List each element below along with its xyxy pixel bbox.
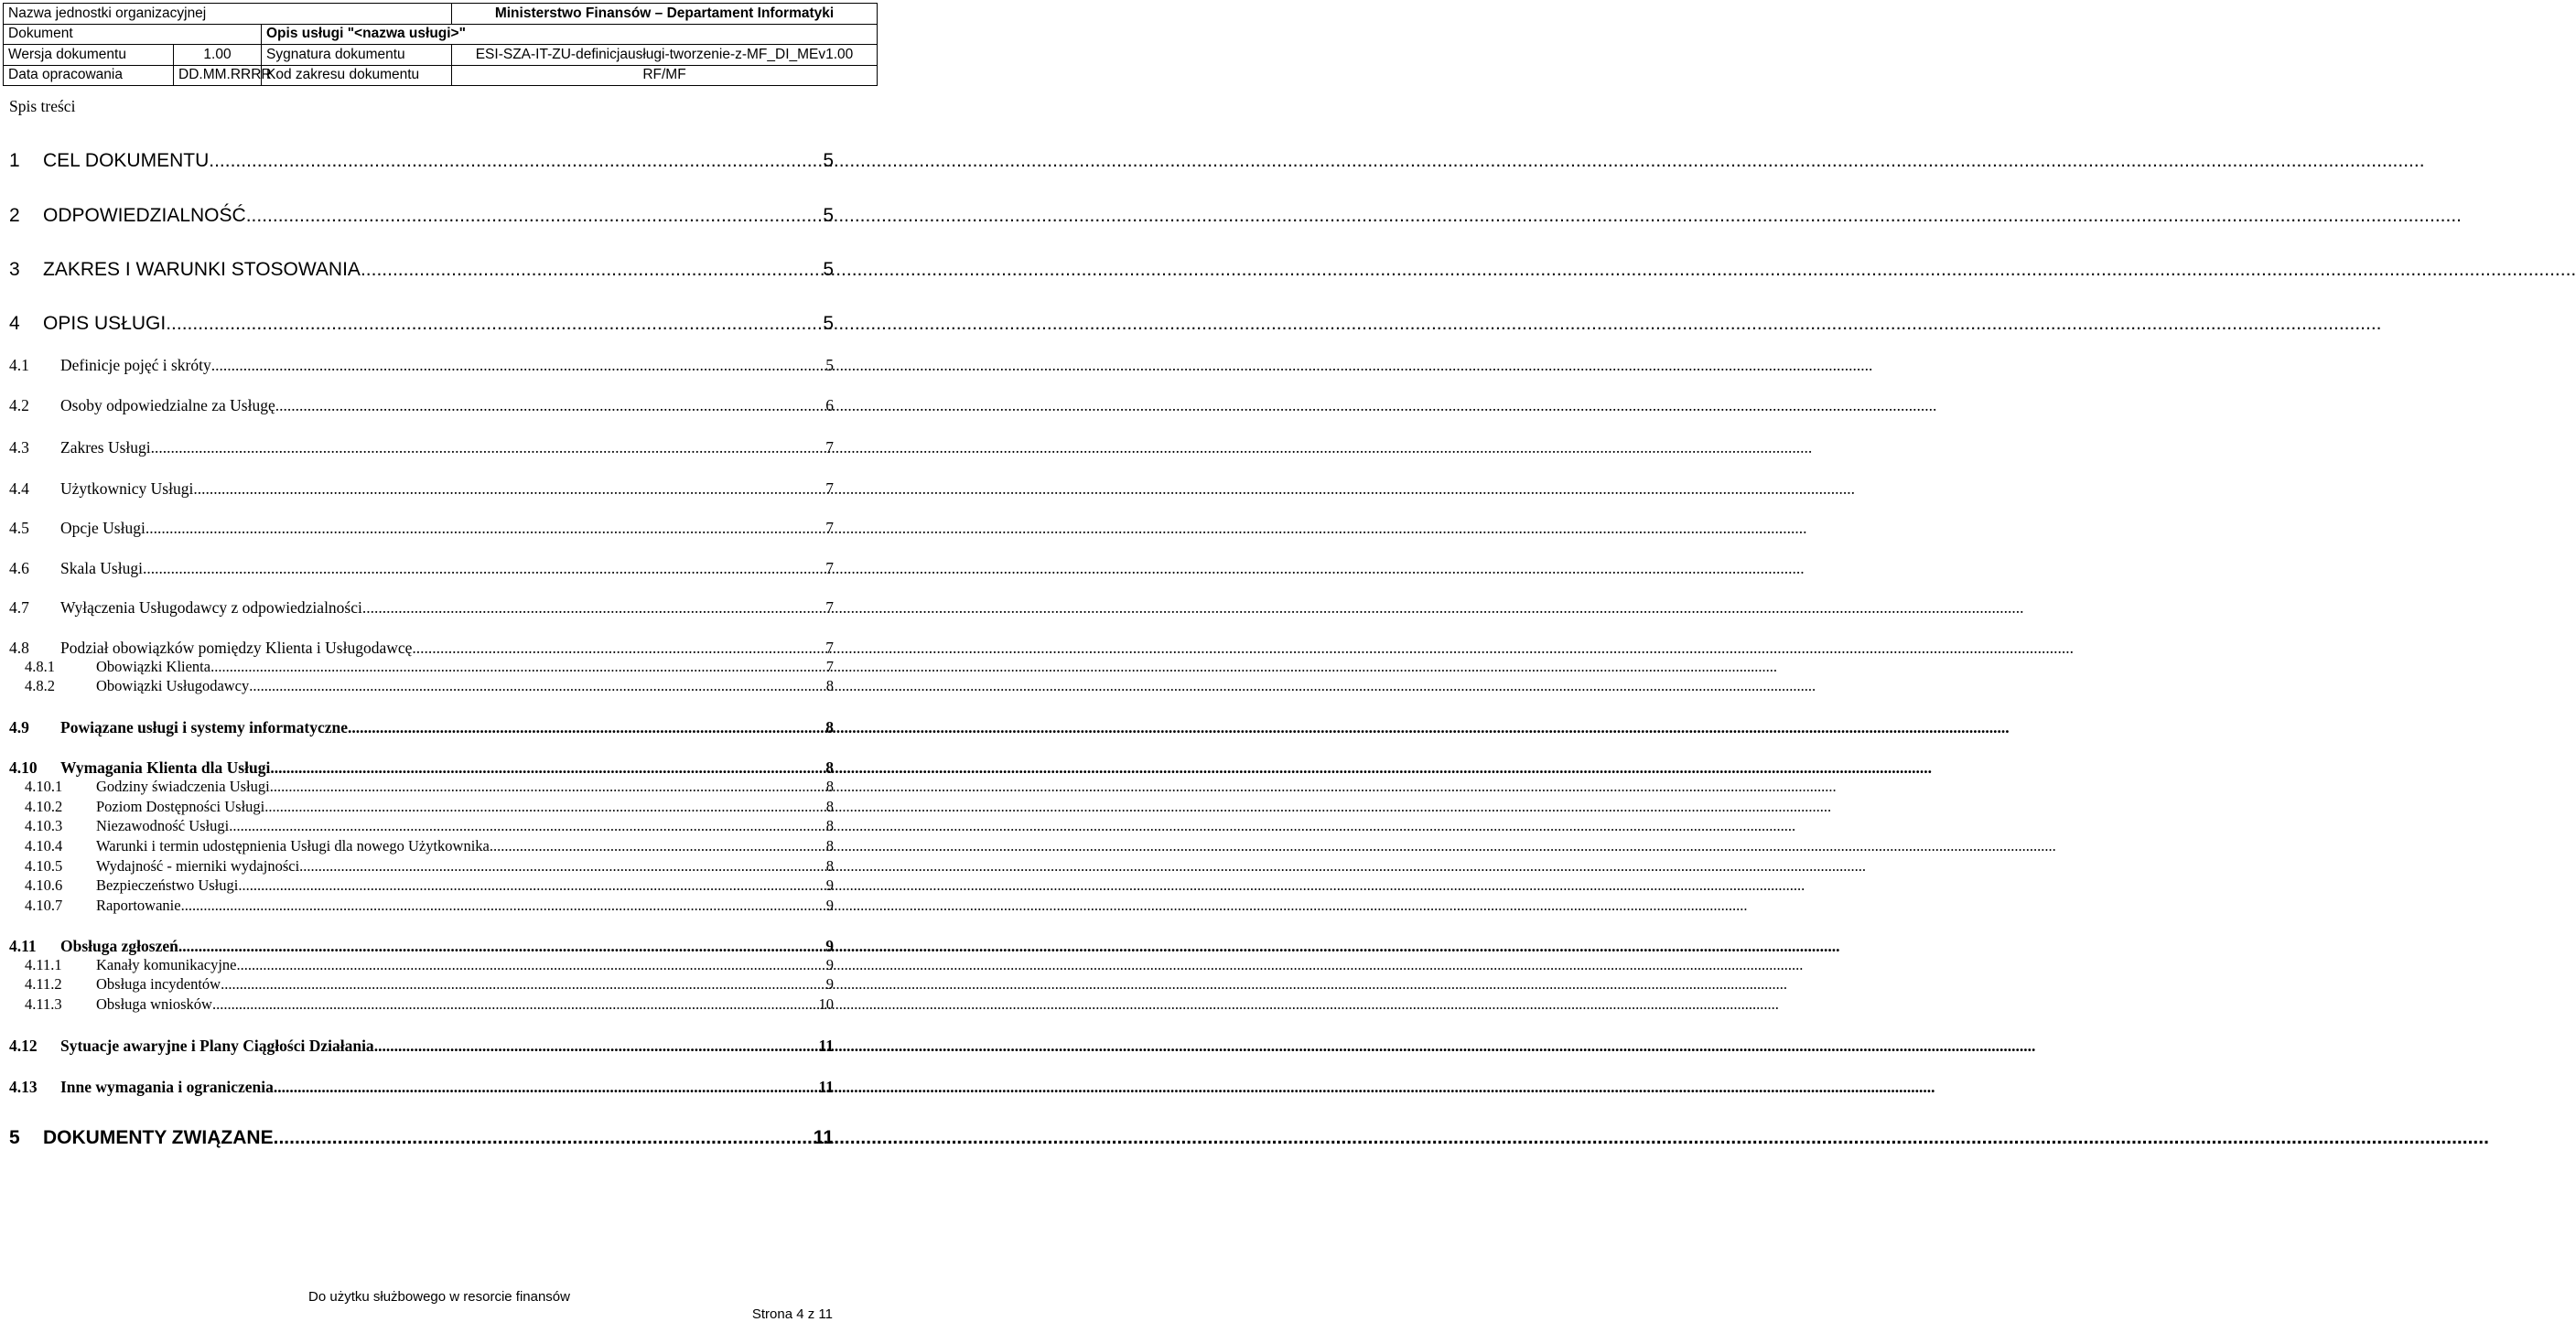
toc-entry-page: 8 [825, 817, 834, 834]
toc-leader [374, 1037, 819, 1056]
toc-entry-label: Zakres Usługi [60, 437, 151, 457]
header-row-org [4, 4, 878, 25]
toc-entry-number: 4.2 [9, 395, 29, 414]
toc-leader [361, 259, 823, 281]
toc-entry[interactable] [9, 516, 834, 540]
toc-leader [246, 205, 824, 227]
toc-entry[interactable] [9, 777, 834, 797]
toc-entry-number: 4.10.2 [25, 798, 63, 815]
date-label: Data opracowania [4, 65, 174, 86]
toc-entry[interactable] [9, 258, 834, 282]
toc-entry-number: 4 [9, 313, 20, 334]
toc-entry-page: 8 [825, 758, 834, 777]
toc-entry-page: 8 [825, 778, 834, 795]
org-value: Ministerstwo Finansów – Departament Informatyki [452, 4, 878, 25]
toc-entry-number: 4.10.4 [25, 837, 63, 854]
footer-classification: Do użytku służbowego w resorcie finansów [308, 1289, 570, 1305]
toc-entry-label: Obowiązki Usługodawcy [96, 677, 250, 694]
toc-leader [348, 718, 825, 737]
toc-entry[interactable] [9, 596, 834, 619]
toc-entry[interactable] [9, 836, 834, 856]
toc-entry[interactable] [9, 204, 834, 228]
toc-entry-number: 4.11.1 [25, 956, 62, 973]
toc-entry-number: 1 [9, 150, 20, 171]
toc-entry-label: Inne wymagania i ograniczenia [60, 1077, 274, 1096]
toc-entry-number: 4.4 [9, 478, 29, 498]
toc-entry[interactable] [9, 974, 834, 994]
toc-entry-number: 4.8.2 [25, 677, 55, 694]
toc-leader [146, 519, 825, 538]
toc-entry-page: 10 [818, 995, 834, 1013]
toc-entry-page: 7 [825, 518, 834, 537]
toc-entry-page: 7 [825, 558, 834, 577]
toc-leader [275, 396, 826, 415]
toc-entry[interactable] [9, 856, 834, 876]
toc-leader [221, 975, 826, 994]
document-header-table [3, 3, 878, 86]
doc-value: Opis usługi "<nazwa usługi>" [262, 24, 878, 45]
toc-entry-label: Użytkownicy Usługi [60, 478, 194, 498]
toc-leader [237, 956, 826, 974]
toc-entry-number: 4.10.6 [25, 876, 63, 894]
toc-entry-number: 4.12 [9, 1036, 38, 1055]
toc-entry-number: 4.1 [9, 355, 29, 374]
toc-entry[interactable] [9, 556, 834, 580]
signature-value: ESI-SZA-IT-ZU-definicjausługi-tworzenie-z-MF_DI_MEv1.00 [452, 45, 878, 66]
toc-entry-page: 11 [818, 1077, 834, 1096]
toc-entry-number: 2 [9, 205, 20, 226]
toc-leader [166, 313, 823, 335]
toc-leader [212, 995, 819, 1014]
header-row-version [4, 45, 878, 66]
toc-entry-label: Wyłączenia Usługodawcy z odpowiedzialności [60, 597, 362, 617]
toc-entry[interactable] [9, 876, 834, 896]
toc-entry-number: 3 [9, 259, 20, 280]
toc-entry[interactable] [9, 1034, 834, 1058]
toc-title: Spis treści [9, 97, 76, 115]
toc-entry-page: 7 [825, 658, 834, 675]
signature-label: Sygnatura dokumentu [262, 45, 452, 66]
toc-leader [249, 677, 825, 695]
toc-leader [412, 639, 825, 658]
toc-entry-label: Opcje Usługi [60, 518, 146, 537]
toc-leader [270, 758, 825, 778]
footer-page-number: Strona 4 z 11 [751, 1306, 833, 1322]
toc-entry-number: 4.13 [9, 1077, 38, 1096]
toc-entry-label: Bezpieczeństwo Usługi [96, 876, 239, 894]
toc-entry-number: 4.11.3 [25, 995, 62, 1013]
toc-entry-page: 6 [825, 395, 834, 414]
toc-leader [270, 778, 826, 796]
toc-entry-label: Podział obowiązków pomiędzy Klienta i Usługodawcę [60, 638, 413, 657]
toc-entry[interactable] [9, 676, 834, 696]
toc-leader [211, 356, 826, 375]
toc-entry-page: 9 [825, 897, 834, 914]
version-label: Wersja dokumentu [4, 45, 174, 66]
toc-entry-number: 4.8.1 [25, 658, 55, 675]
toc-entry-page: 7 [825, 437, 834, 457]
toc-leader [299, 857, 826, 876]
version-value: 1.00 [174, 45, 262, 66]
toc-entry-number: 5 [9, 1127, 20, 1148]
toc-entry[interactable] [9, 312, 834, 336]
scope-label: Kod zakresu dokumentu [262, 65, 452, 86]
toc-entry-label: Wymagania Klienta dla Usługi [60, 758, 271, 777]
toc-leader [229, 817, 825, 835]
toc-entry[interactable] [9, 353, 834, 377]
toc-leader [274, 1078, 819, 1097]
toc-entry-label: Poziom Dostępności Usługi [96, 798, 265, 815]
toc-entry-label: Wydajność - mierniki wydajności [96, 857, 300, 875]
toc-entry-number: 4.10.5 [25, 857, 63, 875]
toc-entry-number: 4.11.2 [25, 975, 62, 993]
toc-leader [178, 937, 825, 956]
toc-entry[interactable] [9, 435, 834, 459]
toc-entry-page: 8 [825, 717, 834, 736]
toc-leader [210, 658, 826, 676]
toc-entry-number: 4.8 [9, 638, 29, 657]
toc-entry-number: 4.5 [9, 518, 29, 537]
toc-entry-page: 8 [825, 857, 834, 875]
toc-entry-label: Kanały komunikacyjne [96, 956, 237, 973]
toc-leader [143, 559, 825, 578]
toc-entry-number: 4.7 [9, 597, 29, 617]
toc-entry-label: Skala Usługi [60, 558, 143, 577]
toc-entry-number: 4.11 [9, 936, 37, 955]
toc-leader [362, 598, 825, 618]
toc-entry[interactable] [9, 816, 834, 836]
toc-entry-label: Osoby odpowiedzialne za Usługę [60, 395, 275, 414]
toc-leader [193, 479, 825, 499]
toc-entry[interactable] [9, 896, 834, 916]
toc-entry[interactable] [9, 994, 834, 1015]
toc-entry-page: 8 [825, 837, 834, 854]
toc-entry-label: Sytuacje awaryjne i Plany Ciągłości Działania [60, 1036, 374, 1055]
toc-entry-page: 11 [813, 1127, 834, 1148]
toc-entry[interactable] [9, 1075, 834, 1099]
toc-entry-label: Obsługa zgłoszeń [60, 936, 178, 955]
toc-leader [238, 876, 825, 895]
toc-entry-label: Raportowanie [96, 897, 181, 914]
date-value: DD.MM.RRRR [174, 65, 262, 86]
doc-label: Dokument [4, 24, 262, 45]
toc-entry-label: Powiązane usługi i systemy informatyczne [60, 717, 348, 736]
header-row-doc [4, 24, 878, 45]
toc-entry-page: 9 [825, 975, 834, 993]
header-row-date [4, 65, 878, 86]
toc-entry-number: 4.10.3 [25, 817, 63, 834]
toc-entry-page: 9 [825, 876, 834, 894]
toc-entry-page: 11 [818, 1036, 834, 1055]
toc-entry-label: OPIS USŁUGI [43, 313, 167, 334]
toc-entry[interactable] [9, 715, 834, 739]
toc-entry[interactable] [9, 393, 834, 417]
toc-entry-label: Godziny świadczenia Usługi [96, 778, 270, 795]
toc-entry-label: CEL DOKUMENTU [43, 150, 210, 171]
toc-entry-page: 5 [823, 259, 834, 280]
toc-entry-number: 4.10.7 [25, 897, 63, 914]
toc-leader [151, 438, 826, 457]
toc-entry-page: 5 [823, 205, 834, 226]
toc-entry-page: 9 [825, 936, 834, 955]
toc-entry-label: Obowiązki Klienta [96, 658, 211, 675]
toc-entry-label: ZAKRES I WARUNKI STOSOWANIA [43, 259, 361, 280]
toc-entry[interactable] [9, 657, 834, 677]
toc-entry-page: 9 [825, 956, 834, 973]
toc-leader [209, 150, 823, 172]
toc-entry[interactable] [9, 1126, 834, 1150]
scope-value: RF/MF [452, 65, 878, 86]
toc-entry-number: 4.6 [9, 558, 29, 577]
toc-entry-number: 4.10.1 [25, 778, 63, 795]
toc-entry-page: 5 [823, 150, 834, 171]
toc-entry-page: 5 [823, 313, 834, 334]
toc-entry[interactable] [9, 149, 834, 173]
toc-entry-label: Definicje pojęć i skróty [60, 355, 211, 374]
toc-leader [490, 837, 826, 855]
toc-entry-number: 4.10 [9, 758, 38, 777]
toc-entry-label: Obsługa incydentów [96, 975, 221, 993]
toc-entry-number: 4.9 [9, 717, 29, 736]
toc-entry-label: DOKUMENTY ZWIĄZANE [43, 1127, 274, 1148]
toc-entry-label: ODPOWIEDZIALNOŚĆ [43, 205, 246, 226]
toc-entry-number: 4.3 [9, 437, 29, 457]
toc-entry-page: 8 [825, 677, 834, 694]
toc-entry-label: Obsługa wniosków [96, 995, 212, 1013]
toc-entry-page: 8 [825, 798, 834, 815]
toc-entry-label: Niezawodność Usługi [96, 817, 230, 834]
toc-entry[interactable] [9, 797, 834, 817]
toc-leader [264, 798, 826, 816]
toc-entry[interactable] [9, 955, 834, 975]
toc-entry-page: 7 [825, 597, 834, 617]
toc-entry-page: 5 [825, 355, 834, 374]
toc-leader [181, 897, 826, 915]
toc-entry-label: Warunki i termin udostępnienia Usługi dla nowego Użytkownika [96, 837, 490, 854]
toc-entry-page: 7 [825, 478, 834, 498]
org-label: Nazwa jednostki organizacyjnej [4, 4, 452, 25]
toc-leader [274, 1127, 814, 1149]
toc-entry[interactable] [9, 477, 834, 500]
toc-entry-page: 7 [825, 638, 834, 657]
